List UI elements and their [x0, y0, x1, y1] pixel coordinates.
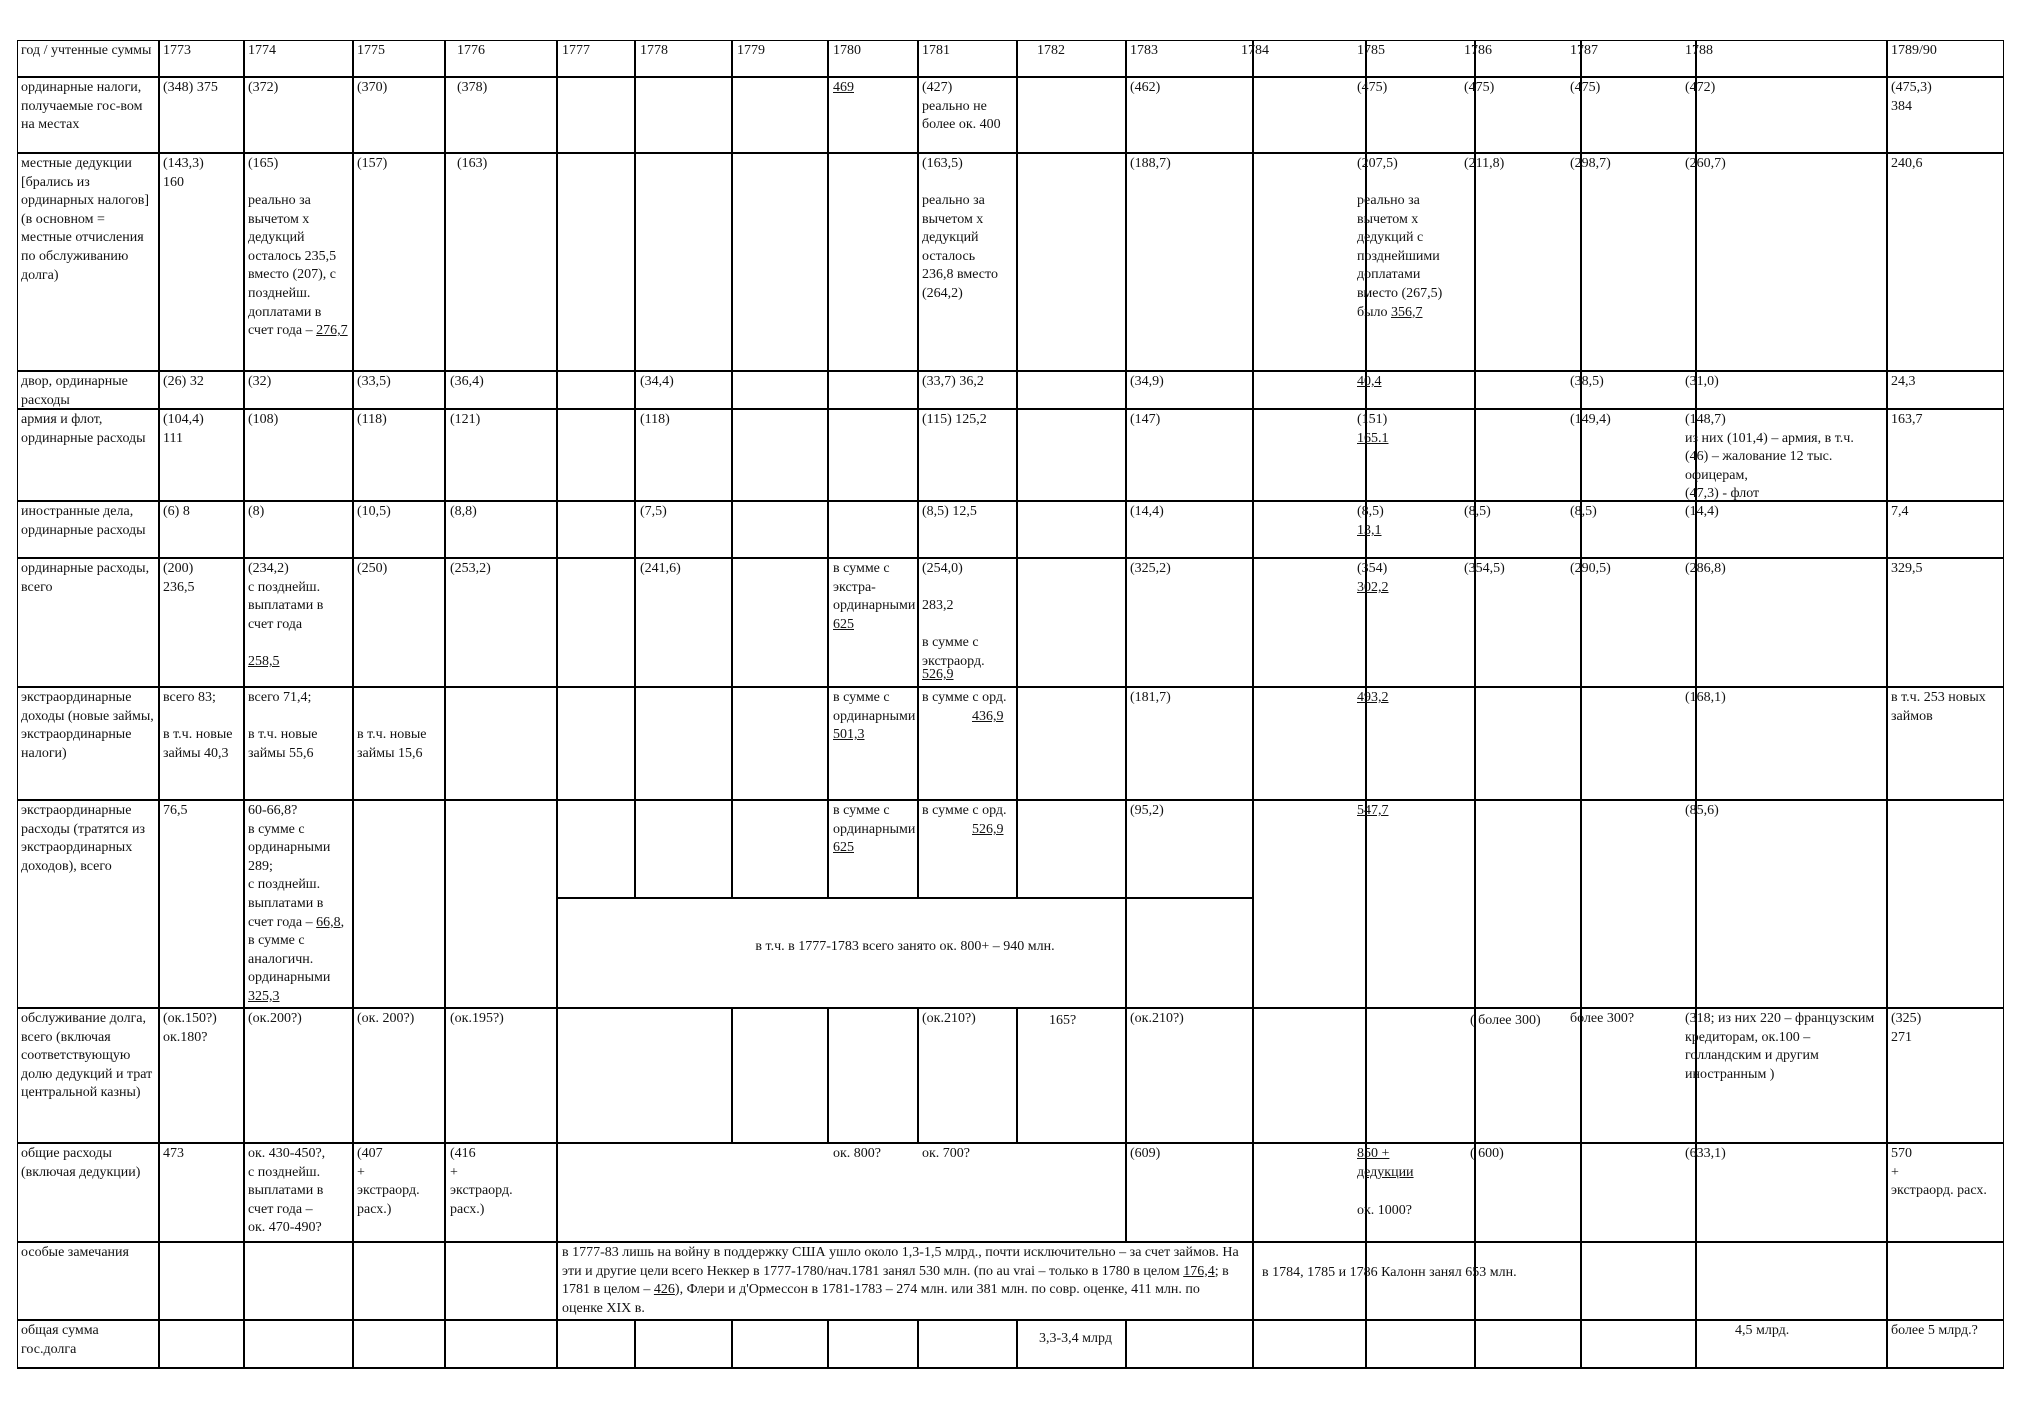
col-line: [1016, 1319, 1018, 1369]
row-line: [17, 1367, 2004, 1369]
cell: (ок.195?): [450, 1011, 504, 1026]
cell: (ок.210?): [922, 1011, 976, 1026]
cell: (286,8): [1685, 561, 1726, 576]
cell: 436,9: [972, 709, 1004, 724]
cell: [248, 192, 350, 341]
row-line: [17, 557, 2004, 559]
cell: более 5 млрд.?: [1891, 1323, 1978, 1338]
year-1787: 1787: [1570, 43, 1598, 58]
col-line: [1886, 40, 1888, 1369]
cell: 13,1: [1357, 523, 1382, 538]
cell: (36,4): [450, 374, 484, 389]
year-1789-90: 1789/90: [1891, 43, 1937, 58]
finance-table: [17, 40, 2004, 1369]
year-1784: 1784: [1241, 43, 1269, 58]
cell: ( 600): [1470, 1146, 1504, 1161]
cell: (407 + экстраорд. расх.): [357, 1146, 420, 1217]
cell: (7,5): [640, 504, 667, 519]
cell: 526,9: [972, 822, 1004, 837]
cell: (26) 32: [163, 374, 204, 389]
row-line: [17, 799, 2004, 801]
cell: реально за вычетом х дедукций осталось 236,8 вместо (264,2): [922, 193, 998, 301]
year-1780: 1780: [833, 43, 861, 58]
col-line: [1016, 40, 1018, 897]
row-line: [556, 897, 1252, 899]
row-label: экстраординарные доходы (новые займы, экстраординарные налоги): [21, 690, 154, 761]
row-label: общие расходы (включая дедукции): [21, 1146, 141, 1180]
cell: (475,3) 384: [1891, 80, 1932, 114]
cell: всего 83; в т.ч. новые займы 40,3: [163, 690, 233, 761]
row-line: [17, 1241, 2004, 1243]
year-1773: 1773: [163, 43, 191, 58]
cell: (32): [248, 374, 272, 389]
cell: (250): [357, 561, 388, 576]
cell: в сумме с ординарными: [833, 803, 916, 837]
row-label: экстраординарные расходы (тратятся из экстраординарных доходов), всего: [21, 803, 145, 874]
row-line: [17, 1007, 2004, 1009]
merged-cell: в т.ч. в 1777-1783 всего занято ок. 800+ – 940 млн.: [755, 939, 1055, 954]
note-underlined: 176,4: [1183, 1263, 1215, 1279]
cell: (241,6): [640, 561, 681, 576]
cell: (ок. 200?): [357, 1011, 415, 1026]
cell: 329,5: [1891, 561, 1923, 576]
cell: 4,5 млрд.: [1735, 1323, 1790, 1338]
col-line: [352, 40, 354, 1369]
col-line: [827, 40, 829, 897]
cell: (10,5): [357, 504, 391, 519]
cell: (ок.210?): [1130, 1011, 1184, 1026]
cell: 469: [833, 80, 854, 95]
cell: 165.1: [1357, 431, 1389, 446]
cell: (378): [457, 80, 488, 95]
cell: 24,3: [1891, 374, 1916, 389]
row-line: [17, 408, 2004, 410]
note-text: в 1777-83 лишь на войну в поддержку США ушло около 1,3-1,5 млрд., почти исключительно – за счет займов. На эти и другие цели всего Неккер в 1777-1780/нач.1781 занял 530 млн. (по au vrai – только в 1780 в целом: [562, 1245, 1239, 1279]
col-line: [731, 1319, 733, 1369]
col-line: [827, 1319, 829, 1369]
cell: 493,2: [1357, 690, 1389, 705]
cell: (298,7): [1570, 156, 1611, 171]
cell: в т.ч. новые займы 15,6: [357, 727, 427, 761]
col-line: [634, 40, 636, 897]
cell: (ок.150?) ок.180?: [163, 1011, 217, 1045]
cell: 7,4: [1891, 504, 1909, 519]
row-label: ординарные налоги, получаемые гос-вом на местах: [21, 80, 143, 133]
cell: (149,4): [1570, 412, 1611, 427]
cell: (163): [457, 156, 488, 171]
cell: 625: [833, 840, 854, 855]
cell-text: реально за вычетом х дедукций осталось 235,5 вместо (207), с позднейш. доплатами в счет года –: [248, 193, 337, 339]
note-underlined: 426: [653, 1282, 675, 1298]
cell: 547,7: [1357, 803, 1389, 818]
col-line: [1125, 1319, 1127, 1369]
col-line: [634, 1319, 636, 1369]
row-line: [17, 1319, 2004, 1321]
cell: (108): [248, 412, 279, 427]
cell: 240,6: [1891, 156, 1923, 171]
cell: (472): [1685, 80, 1716, 95]
cell: ок. 800?: [833, 1146, 882, 1161]
year-1788: 1788: [1685, 43, 1713, 58]
col-line: [917, 1319, 919, 1369]
row-line: [17, 370, 2004, 372]
cell: (121): [450, 412, 481, 427]
header-label: год / учтенные суммы: [21, 43, 152, 58]
cell: (ок.200?): [248, 1011, 302, 1026]
cell: в сумме с орд.: [922, 803, 1007, 818]
cell: 40,4: [1357, 374, 1382, 389]
year-1775: 1775: [357, 43, 385, 58]
cell: (163,5): [922, 156, 963, 171]
cell: (475): [1464, 80, 1495, 95]
cell: (8,5) 12,5: [922, 504, 977, 519]
cell: в сумме с ординарными: [833, 690, 916, 724]
cell: (8,5): [1464, 504, 1491, 519]
cell: (85,6): [1685, 803, 1719, 818]
year-1777: 1777: [562, 43, 590, 58]
cell: 76,5: [163, 803, 188, 818]
cell: (118): [640, 412, 670, 427]
cell: ок. 700?: [922, 1146, 971, 1161]
year-1782: 1782: [1037, 43, 1065, 58]
year-1778: 1778: [640, 43, 668, 58]
row-label: обслуживание долга, всего (включая соответствующую долю дедукций и трат центральной казны): [21, 1011, 153, 1101]
col-line: [444, 40, 446, 1369]
cell: 625: [833, 617, 854, 632]
cell: (325) 271: [1891, 1011, 1922, 1045]
cell: (354): [1357, 561, 1388, 576]
row-line: [17, 152, 2004, 154]
cell: (104,4) 111: [163, 412, 204, 446]
cell: (260,7): [1685, 156, 1726, 171]
col-line: [158, 40, 160, 1369]
cell: (354,5): [1464, 561, 1505, 576]
cell: (118): [357, 412, 387, 427]
cell: (290,5): [1570, 561, 1611, 576]
col-line: [1016, 1007, 1018, 1142]
cell: 501,3: [833, 727, 865, 742]
cell: (372): [248, 80, 279, 95]
cell-text: , в сумме с аналогичн. ординарными: [248, 914, 345, 986]
cell: (416 + экстраорд. расх.): [450, 1146, 513, 1217]
cell: всего 71,4; в т.ч. новые займы 55,6: [248, 690, 318, 761]
row-label: особые замечания: [21, 1245, 129, 1260]
cell: (348) 375: [163, 80, 218, 95]
cell: (8): [248, 504, 265, 519]
cell: (207,5): [1357, 156, 1398, 171]
year-1781: 1781: [922, 43, 950, 58]
row-label: армия и флот, ординарные расходы: [21, 412, 146, 446]
cell: (147): [1130, 412, 1161, 427]
cell-underlined: 66,8: [316, 914, 341, 930]
cell-underlined: 325,3: [248, 988, 280, 1004]
cell: (8,8): [450, 504, 477, 519]
cell: 165?: [1049, 1013, 1077, 1028]
cell: (8,5): [1570, 504, 1597, 519]
cell: 3,3-3,4 млрд: [1039, 1331, 1112, 1346]
cell: (475): [1357, 80, 1388, 95]
cell: (31,0): [1685, 374, 1719, 389]
cell: в т.ч. 253 новых займов: [1891, 690, 1986, 724]
cell: (427) реально не более ок. 400: [922, 80, 1001, 133]
cell: 163,7: [1891, 412, 1923, 427]
cell: (234,2) с позднейш. выплатами в счет года: [248, 561, 324, 632]
cell-text: реально за вычетом х дедукций с позднейшими доплатами вместо (267,5) было: [1357, 193, 1443, 320]
cell: (181,7): [1130, 690, 1171, 705]
cell-text: 60-66,8? в сумме с ординарными 289; с позднейш. выплатами в счет года –: [248, 803, 331, 930]
cell: [1357, 192, 1457, 322]
cell: (188,7): [1130, 156, 1171, 171]
cell: (95,2): [1130, 803, 1164, 818]
cell: (633,1): [1685, 1146, 1726, 1161]
cell: (6) 8: [163, 504, 190, 519]
row-label: общая сумма гос.долга: [21, 1323, 99, 1357]
cell: 850 + дедукции: [1357, 1146, 1414, 1180]
cell: (211,8): [1464, 156, 1505, 171]
col-line: [1474, 40, 1476, 1369]
cell: (370): [357, 80, 388, 95]
cell: 570 + экстраорд. расх.: [1891, 1146, 1987, 1199]
cell: (165): [248, 156, 279, 171]
row-label: ординарные расходы, всего: [21, 561, 150, 595]
cell: (157): [357, 156, 388, 171]
cell: (34,4): [640, 374, 674, 389]
cell: в сумме с экстра-ординарными: [833, 561, 916, 614]
note-text: ), Флери и д'Ормессон в 1781-1783 – 274 млн. или 381 млн. по совр. оценке, 411 млн. по оценке XIX в.: [562, 1282, 1200, 1316]
year-1776: 1776: [457, 43, 485, 58]
cell: 473: [163, 1146, 184, 1161]
row-label: двор, ординарные расходы: [21, 374, 128, 408]
year-1786: 1786: [1464, 43, 1492, 58]
year-1785: 1785: [1357, 43, 1385, 58]
cell: [248, 802, 350, 1007]
cell: (33,7) 36,2: [922, 374, 984, 389]
cell: 302,2: [1357, 580, 1389, 595]
cell: ок. 430-450?, с позднейш. выплатами в счет года – ок. 470-490?: [248, 1146, 326, 1236]
col-line: [731, 40, 733, 897]
cell: (254,0) 283,2 в сумме с экстраорд.: [922, 561, 985, 669]
col-line: [917, 1007, 919, 1142]
cell-underlined: 356,7: [1391, 304, 1423, 320]
cell: (325,2): [1130, 561, 1171, 576]
col-line: [827, 1007, 829, 1142]
note-text: ; в 1781 в целом –: [562, 1263, 1229, 1298]
year-1774: 1774: [248, 43, 276, 58]
row-line: [17, 1142, 2004, 1144]
cell: (462): [1130, 80, 1161, 95]
cell: (14,4): [1130, 504, 1164, 519]
cell: (200) 236,5: [163, 561, 195, 595]
col-line: [1125, 40, 1127, 1242]
col-line: [917, 40, 919, 897]
cell: 526,9: [922, 667, 954, 682]
cell: (34,9): [1130, 374, 1164, 389]
cell: в сумме с орд.: [922, 690, 1007, 705]
row-line: [17, 76, 2004, 78]
cell: (253,2): [450, 561, 491, 576]
cell: ( более 300): [1470, 1013, 1541, 1028]
cell: (609): [1130, 1146, 1161, 1161]
cell: (115) 125,2: [922, 412, 987, 427]
col-line: [243, 40, 245, 1369]
col-line: [1580, 40, 1582, 1369]
row-label: местные дедукции [брались из ординарных налогов] (в основном = местные отчисления по обслуживанию долга): [21, 156, 150, 283]
merged-cell: в 1784, 1785 и 1786 Калонн занял 653 млн.: [1262, 1265, 1517, 1280]
cell: более 300?: [1570, 1011, 1635, 1026]
cell: (33,5): [357, 374, 391, 389]
cell: 258,5: [248, 654, 280, 669]
cell: (318; из них 220 – французским кредиторам, ок.100 – голландским и другим иностранным ): [1685, 1011, 1875, 1082]
year-1779: 1779: [737, 43, 765, 58]
cell-underlined: 276,7: [316, 323, 348, 339]
cell: (14,4): [1685, 504, 1719, 519]
cell: ок. 1000?: [1357, 1203, 1413, 1218]
col-line: [556, 40, 558, 1369]
cell: (168,1): [1685, 690, 1726, 705]
cell: (148,7) из них (101,4) – армия, в т.ч. (46) – жалование 12 тыс. офицерам, (47,3) - флот: [1685, 412, 1854, 502]
merged-cell: [562, 1244, 1244, 1318]
cell: (151): [1357, 412, 1388, 427]
row-label: иностранные дела, ординарные расходы: [21, 504, 146, 538]
cell: (38,5): [1570, 374, 1604, 389]
col-line: [1252, 40, 1254, 1369]
col-line: [731, 1007, 733, 1142]
cell: (475): [1570, 80, 1601, 95]
year-1783: 1783: [1130, 43, 1158, 58]
row-line: [17, 686, 2004, 688]
cell: (143,3) 160: [163, 156, 204, 190]
cell: (8,5): [1357, 504, 1384, 519]
